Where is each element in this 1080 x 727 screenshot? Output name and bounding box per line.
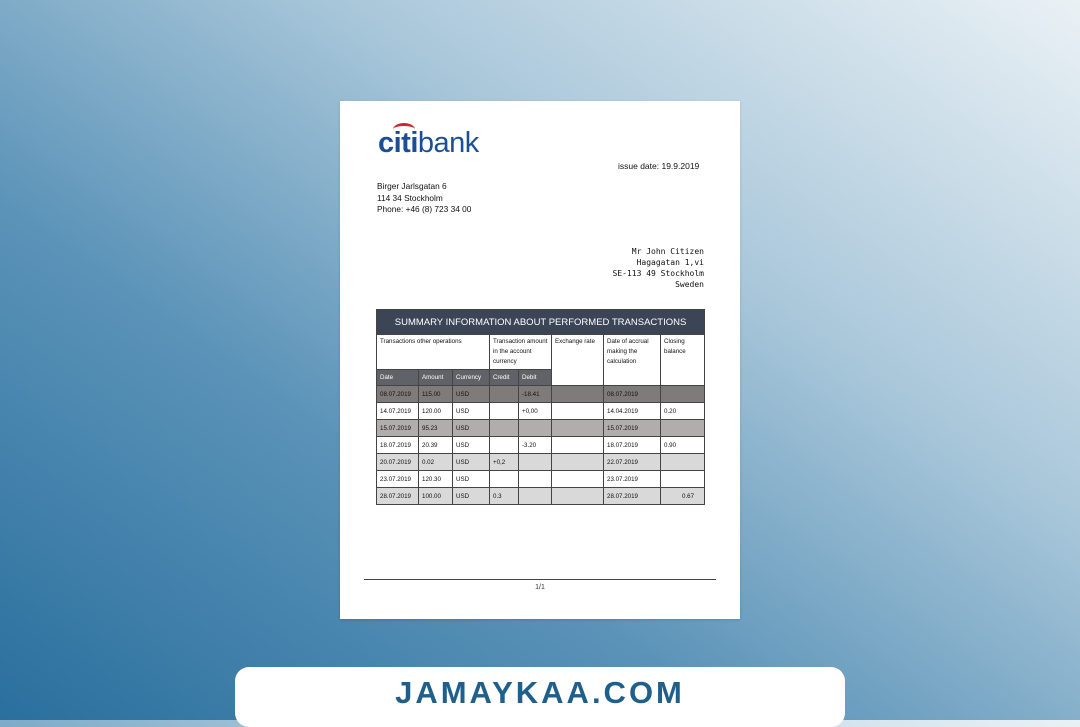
header-closing-balance: Closing balance	[661, 335, 705, 386]
table-row	[377, 471, 705, 488]
cell-rate	[552, 420, 604, 437]
bank-address	[377, 181, 471, 216]
cell-accrual: 28.07.2019	[604, 488, 661, 505]
statement-page	[340, 101, 740, 619]
table-row	[377, 437, 705, 454]
cell-debit: -18.41	[519, 386, 552, 403]
cell-currency: USD	[453, 437, 490, 454]
cell-currency: USD	[453, 454, 490, 471]
banner-text: JAMAYKAA.COM	[395, 675, 685, 710]
cell-date: 20.07.2019	[377, 454, 419, 471]
cell-closing: 0.67	[661, 488, 705, 505]
cell-credit	[490, 386, 519, 403]
cell-debit	[519, 454, 552, 471]
customer-country: Sweden	[675, 280, 704, 289]
cell-accrual: 23.07.2019	[604, 471, 661, 488]
cell-closing	[661, 386, 705, 403]
cell-rate	[552, 454, 604, 471]
cell-debit	[519, 420, 552, 437]
cell-currency: USD	[453, 386, 490, 403]
cell-accrual: 08.07.2019	[604, 386, 661, 403]
cell-amount: 20.39	[419, 437, 453, 454]
cell-amount: 120.00	[419, 403, 453, 420]
header-accrual-date: Date of accrual making the calculation	[604, 335, 661, 386]
cell-debit	[519, 471, 552, 488]
cell-currency: USD	[453, 471, 490, 488]
subheader-amount: Amount	[419, 370, 453, 386]
cell-date: 23.07.2019	[377, 471, 419, 488]
cell-amount: 95.23	[419, 420, 453, 437]
cell-credit	[490, 437, 519, 454]
table-row	[377, 488, 705, 505]
header-exchange-rate: Exchange rate	[552, 335, 604, 386]
cell-accrual: 15.07.2019	[604, 420, 661, 437]
cell-closing: 0.20	[661, 403, 705, 420]
cell-date: 08.07.2019	[377, 386, 419, 403]
cell-date: 28.07.2019	[377, 488, 419, 505]
page-number: 1/1	[535, 584, 545, 591]
customer-name: Mr John Citizen	[631, 247, 704, 256]
cell-credit: 0.3	[490, 488, 519, 505]
subheader-currency: Currency	[453, 370, 490, 386]
table-row	[377, 420, 705, 437]
cell-rate	[552, 437, 604, 454]
cell-closing	[661, 420, 705, 437]
header-other-operations: Transactions other operations	[377, 335, 490, 370]
cell-currency: USD	[453, 488, 490, 505]
table-row	[377, 454, 705, 471]
cell-credit: +0,2	[490, 454, 519, 471]
table-title: SUMMARY INFORMATION ABOUT PERFORMED TRANSACTIONS	[377, 310, 705, 335]
cell-currency: USD	[453, 420, 490, 437]
cell-currency: USD	[453, 403, 490, 420]
cell-rate	[552, 488, 604, 505]
cell-amount: 0.02	[419, 454, 453, 471]
subheader-credit: Credit	[490, 370, 519, 386]
site-banner	[235, 667, 845, 727]
cell-accrual: 22.07.2019	[604, 454, 661, 471]
customer-address	[612, 246, 704, 290]
bank-phone: Phone: +46 (8) 723 34 00	[377, 204, 472, 214]
table-row	[377, 403, 705, 420]
cell-closing: 0.90	[661, 437, 705, 454]
cell-credit	[490, 471, 519, 488]
cell-amount: 100.00	[419, 488, 453, 505]
cell-rate	[552, 386, 604, 403]
subheader-date: Date	[377, 370, 419, 386]
customer-street: Hagagatan 1,vi	[636, 258, 704, 267]
cell-accrual: 18.07.2019	[604, 437, 661, 454]
cell-rate	[552, 471, 604, 488]
cell-credit	[490, 403, 519, 420]
citibank-logo	[378, 127, 479, 160]
cell-closing	[661, 471, 705, 488]
cell-rate	[552, 403, 604, 420]
cell-debit: -3.20	[519, 437, 552, 454]
cell-date: 14.07.2019	[377, 403, 419, 420]
logo-bank: bank	[417, 127, 479, 159]
cell-date: 15.07.2019	[377, 420, 419, 437]
transactions-table	[376, 309, 705, 505]
customer-city: SE-113 49 Stockholm	[612, 269, 704, 278]
table-row	[377, 386, 705, 403]
bank-street: Birger Jarlsgatan 6	[377, 181, 447, 191]
logo-citi: citi	[378, 127, 418, 159]
cell-amount: 120.30	[419, 471, 453, 488]
cell-credit	[490, 420, 519, 437]
header-amount-account-currency: Transaction amount in the account currency	[490, 335, 552, 370]
cell-amount: 115.00	[419, 386, 453, 403]
cell-accrual: 14.04.2019	[604, 403, 661, 420]
footer-divider	[364, 579, 716, 580]
issue-date: issue date: 19.9.2019	[618, 161, 700, 171]
bank-city: 114 34 Stockholm	[377, 192, 443, 203]
cell-debit: +0,00	[519, 403, 552, 420]
logo-arc-icon	[393, 123, 415, 136]
cell-debit	[519, 488, 552, 505]
cell-closing	[661, 454, 705, 471]
cell-date: 18.07.2019	[377, 437, 419, 454]
subheader-debit: Debit	[519, 370, 552, 386]
